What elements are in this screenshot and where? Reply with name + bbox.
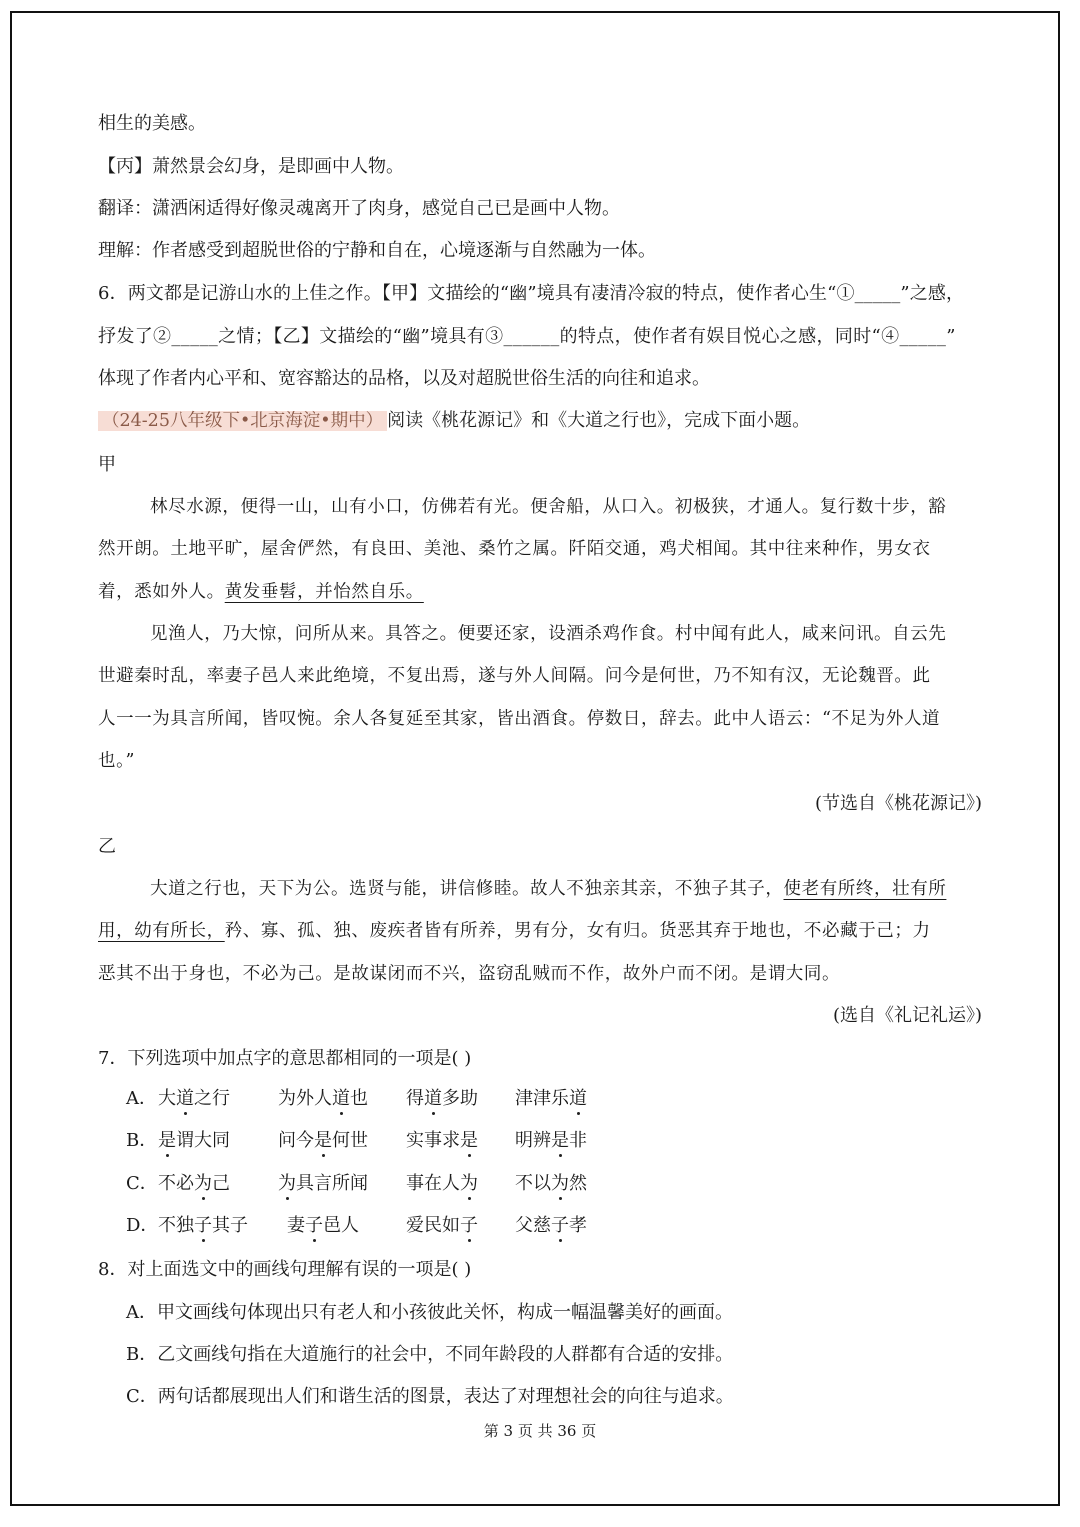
option-word: 是谓大同 [158,1130,230,1151]
yi-citation: (选自《礼记礼运》) [832,1005,982,1026]
yi-line-2 [98,919,931,943]
option-word: 实事求是 [406,1130,478,1151]
q8-option-c: C．两句话都展现出人们和谐生活的图景，表达了对理想社会的向往与追求。 [126,1386,734,1407]
jia-p2-line-2: 世避秦时乱，率妻子邑人来此绝境，不复出焉，遂与外人间隔。问今是何世，乃不知有汉，无论魏晋。此 [98,666,931,686]
source-intro: 阅读《桃花源记》和《大道之行也》，完成下面小题。 [387,410,811,431]
jia-text: 着，悉如外人。 [98,582,225,602]
q6-line-1: 6．两文都是记游山水的上佳之作。【甲】文描绘的“幽”境具有凄清冷寂的特点，使作者心生“①_____”之感， [98,283,965,304]
jia-label: 甲 [98,454,116,475]
jia-p1-line-2: 然开朗。土地平旷，屋舍俨然，有良田、美池、桑竹之属。阡陌交通，鸡犬相闻。其中往来种作，男女衣 [98,539,931,559]
option-word: 事在人为 [406,1173,478,1194]
yi-text: 矜、寡、孤、独、废疾者皆有所养，男有分，女有归。货恶其弃于地也，不必藏于己；力 [224,921,931,941]
option-word: 不独子其子 [158,1215,248,1236]
option-word: 爱民如子 [406,1215,478,1236]
option-label: B． [126,1130,158,1151]
q7-stem: 7．下列选项中加点字的意思都相同的一项是( ) [98,1048,472,1069]
option-word: 父慈子孝 [515,1215,587,1236]
option-word: 为外人道也 [278,1088,368,1109]
option-word: 不必为己 [158,1173,230,1194]
yi-text: 大道之行也，天下为公。选贤与能，讲信修睦。故人不独亲其亲，不独子其子， [150,879,784,899]
yi-label: 乙 [98,836,116,857]
option-word: 不以为然 [515,1173,587,1194]
source-tag: （24-25八年级下•北京海淀•期中） [98,411,387,431]
q6-line-3: 体现了作者内心平和、宽容豁达的品格，以及对超脱世俗生活的向往和追求。 [98,368,710,389]
option-word: 津津乐道 [515,1088,587,1109]
source-line [98,409,810,433]
jia-underlined-sentence: 黄发垂髫，并怡然自乐。 [224,582,424,602]
jia-p2-line-4: 也。” [98,751,135,771]
yi-line-1 [150,877,946,901]
yi-line-3: 恶其不出于身也，不必为己。是故谋闭而不兴，盗窃乱贼而不作，故外户而不闭。是谓大同。 [98,964,841,984]
option-label: D． [126,1215,159,1236]
jia-p1-line-3 [98,580,424,604]
q8-option-a: A．甲文画线句体现出只有老人和小孩彼此关怀，构成一幅温馨美好的画面。 [126,1302,733,1323]
yi-underlined-sentence: 使老有所终，壮有所 [783,879,947,899]
jia-p1-line-1: 林尽水源，便得一山，山有小口，仿佛若有光。便舍船，从口入。初极狭，才通人。复行数十步，豁 [150,497,947,517]
bing-understanding: 理解：作者感受到超脱世俗的宁静和自在，心境逐渐与自然融为一体。 [98,240,656,261]
option-label: A． [126,1088,157,1109]
yi-underlined-sentence: 用，幼有所长， [98,921,225,941]
q6-line-2: 抒发了②_____之情；【乙】文描绘的“幽”境具有③______的特点，使作者有娱目悦心之感，同时“④_____” [98,326,956,347]
option-word: 得道多助 [406,1088,478,1109]
option-word: 妻子邑人 [287,1215,359,1236]
option-label: C． [126,1173,158,1194]
option-word: 为具言所闻 [278,1173,368,1194]
jia-citation: (节选自《桃花源记》) [814,793,982,814]
page-number: 第 3 页 共 36 页 [483,1422,597,1440]
q8-stem: 8．对上面选文中的画线句理解有误的一项是( ) [98,1259,472,1280]
bing-translation: 翻译：潇洒闲适得好像灵魂离开了肉身，感觉自己已是画中人物。 [98,198,620,219]
option-word: 大道之行 [158,1088,230,1109]
jia-p2-line-3: 人一一为具言所闻，皆叹惋。余人各复延至其家，皆出酒食。停数日，辞去。此中人语云：“不足为外人道 [98,709,941,729]
option-word: 明辨是非 [515,1130,587,1151]
option-word: 问今是何世 [278,1130,368,1151]
bing-heading: 【丙】萧然景会幻身，是即画中人物。 [98,156,404,177]
text-line: 相生的美感。 [98,113,206,134]
q8-option-b: B．乙文画线句指在大道施行的社会中，不同年龄段的人群都有合适的安排。 [126,1344,734,1365]
jia-p2-line-1: 见渔人，乃大惊，问所从来。具答之。便要还家，设酒杀鸡作食。村中闻有此人，咸来问讯。自云先 [150,624,947,644]
